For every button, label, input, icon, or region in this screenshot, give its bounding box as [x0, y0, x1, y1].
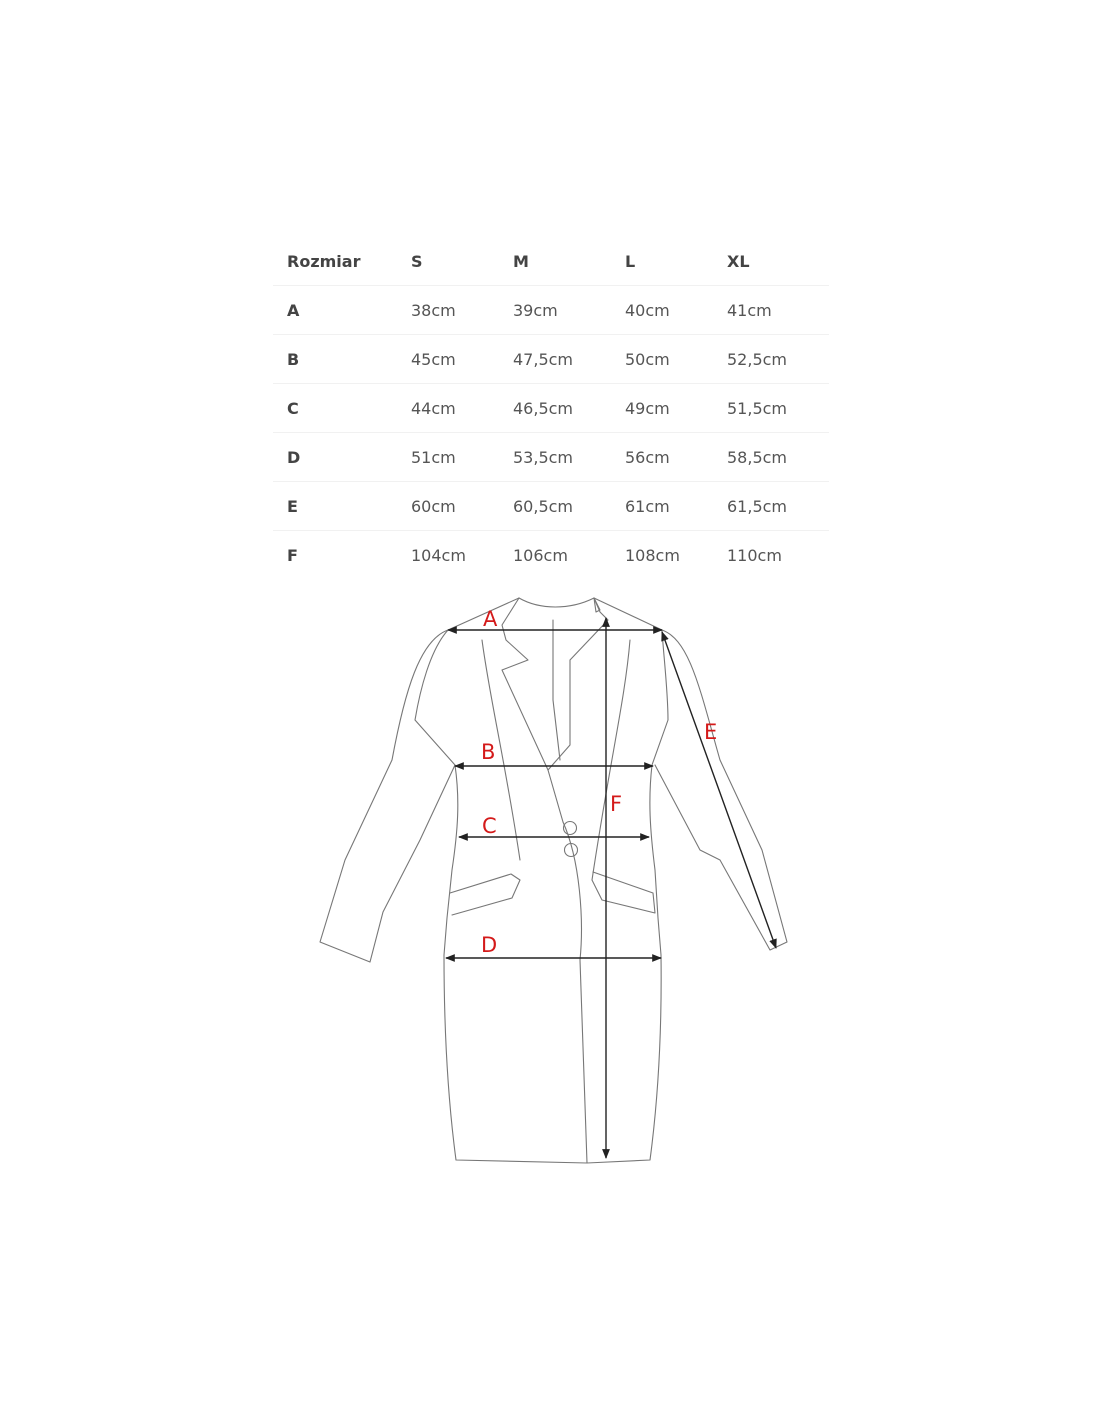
table-cell: 60,5cm: [499, 482, 611, 531]
table-cell: 47,5cm: [499, 335, 611, 384]
collar-outline: [519, 598, 600, 612]
table-cell: 40cm: [611, 286, 713, 335]
table-cell: 46,5cm: [499, 384, 611, 433]
table-cell: 44cm: [397, 384, 499, 433]
label-c: C: [482, 814, 497, 838]
table-cell: 58,5cm: [713, 433, 829, 482]
table-cell: 45cm: [397, 335, 499, 384]
header-size-m: M: [513, 251, 529, 271]
header-size-s: S: [411, 251, 423, 271]
measure-e-arrow: [662, 632, 776, 948]
table-cell: 56cm: [611, 433, 713, 482]
label-f: F: [610, 792, 623, 816]
table-cell: 61cm: [611, 482, 713, 531]
right-pocket-flap: [592, 872, 655, 913]
table-cell: 61,5cm: [713, 482, 829, 531]
left-pocket-flap: [450, 874, 520, 915]
label-d: D: [481, 933, 498, 957]
table-cell: 106cm: [499, 531, 611, 580]
measurement-labels: [481, 607, 717, 957]
left-sleeve-outline: [320, 630, 455, 962]
coat-body-outline: [415, 598, 668, 1163]
table-cell: 51,5cm: [713, 384, 829, 433]
table-cell: 38cm: [397, 286, 499, 335]
table-cell: 51cm: [397, 433, 499, 482]
measurement-arrows: [446, 618, 776, 1158]
center-seam: [553, 620, 560, 760]
table-cell: 108cm: [611, 531, 713, 580]
table-cell: 50cm: [611, 335, 713, 384]
front-panel-right-edge: [592, 640, 630, 880]
placket-line: [563, 822, 587, 1163]
table-cell: 53,5cm: [499, 433, 611, 482]
table-cell: 104cm: [397, 531, 499, 580]
label-e: E: [704, 720, 718, 744]
right-lapel-outline: [548, 598, 608, 770]
right-sleeve-outline: [655, 630, 787, 950]
row-label: B: [273, 335, 397, 384]
table-cell: 49cm: [611, 384, 713, 433]
label-a: A: [483, 607, 498, 631]
row-label: E: [273, 482, 397, 531]
coat-outline: [320, 598, 787, 1163]
header-size-l: L: [625, 251, 636, 271]
label-b: B: [481, 740, 496, 764]
row-label: F: [273, 531, 397, 580]
header-size-xl: XL: [727, 251, 750, 271]
table-cell: 52,5cm: [713, 335, 829, 384]
table-cell: 41cm: [713, 286, 829, 335]
row-label: D: [273, 433, 397, 482]
row-label: A: [273, 286, 397, 335]
table-cell: 60cm: [397, 482, 499, 531]
table-cell: 110cm: [713, 531, 829, 580]
table-cell: 39cm: [499, 286, 611, 335]
row-label: C: [273, 384, 397, 433]
header-size-label: Rozmiar: [287, 251, 361, 271]
